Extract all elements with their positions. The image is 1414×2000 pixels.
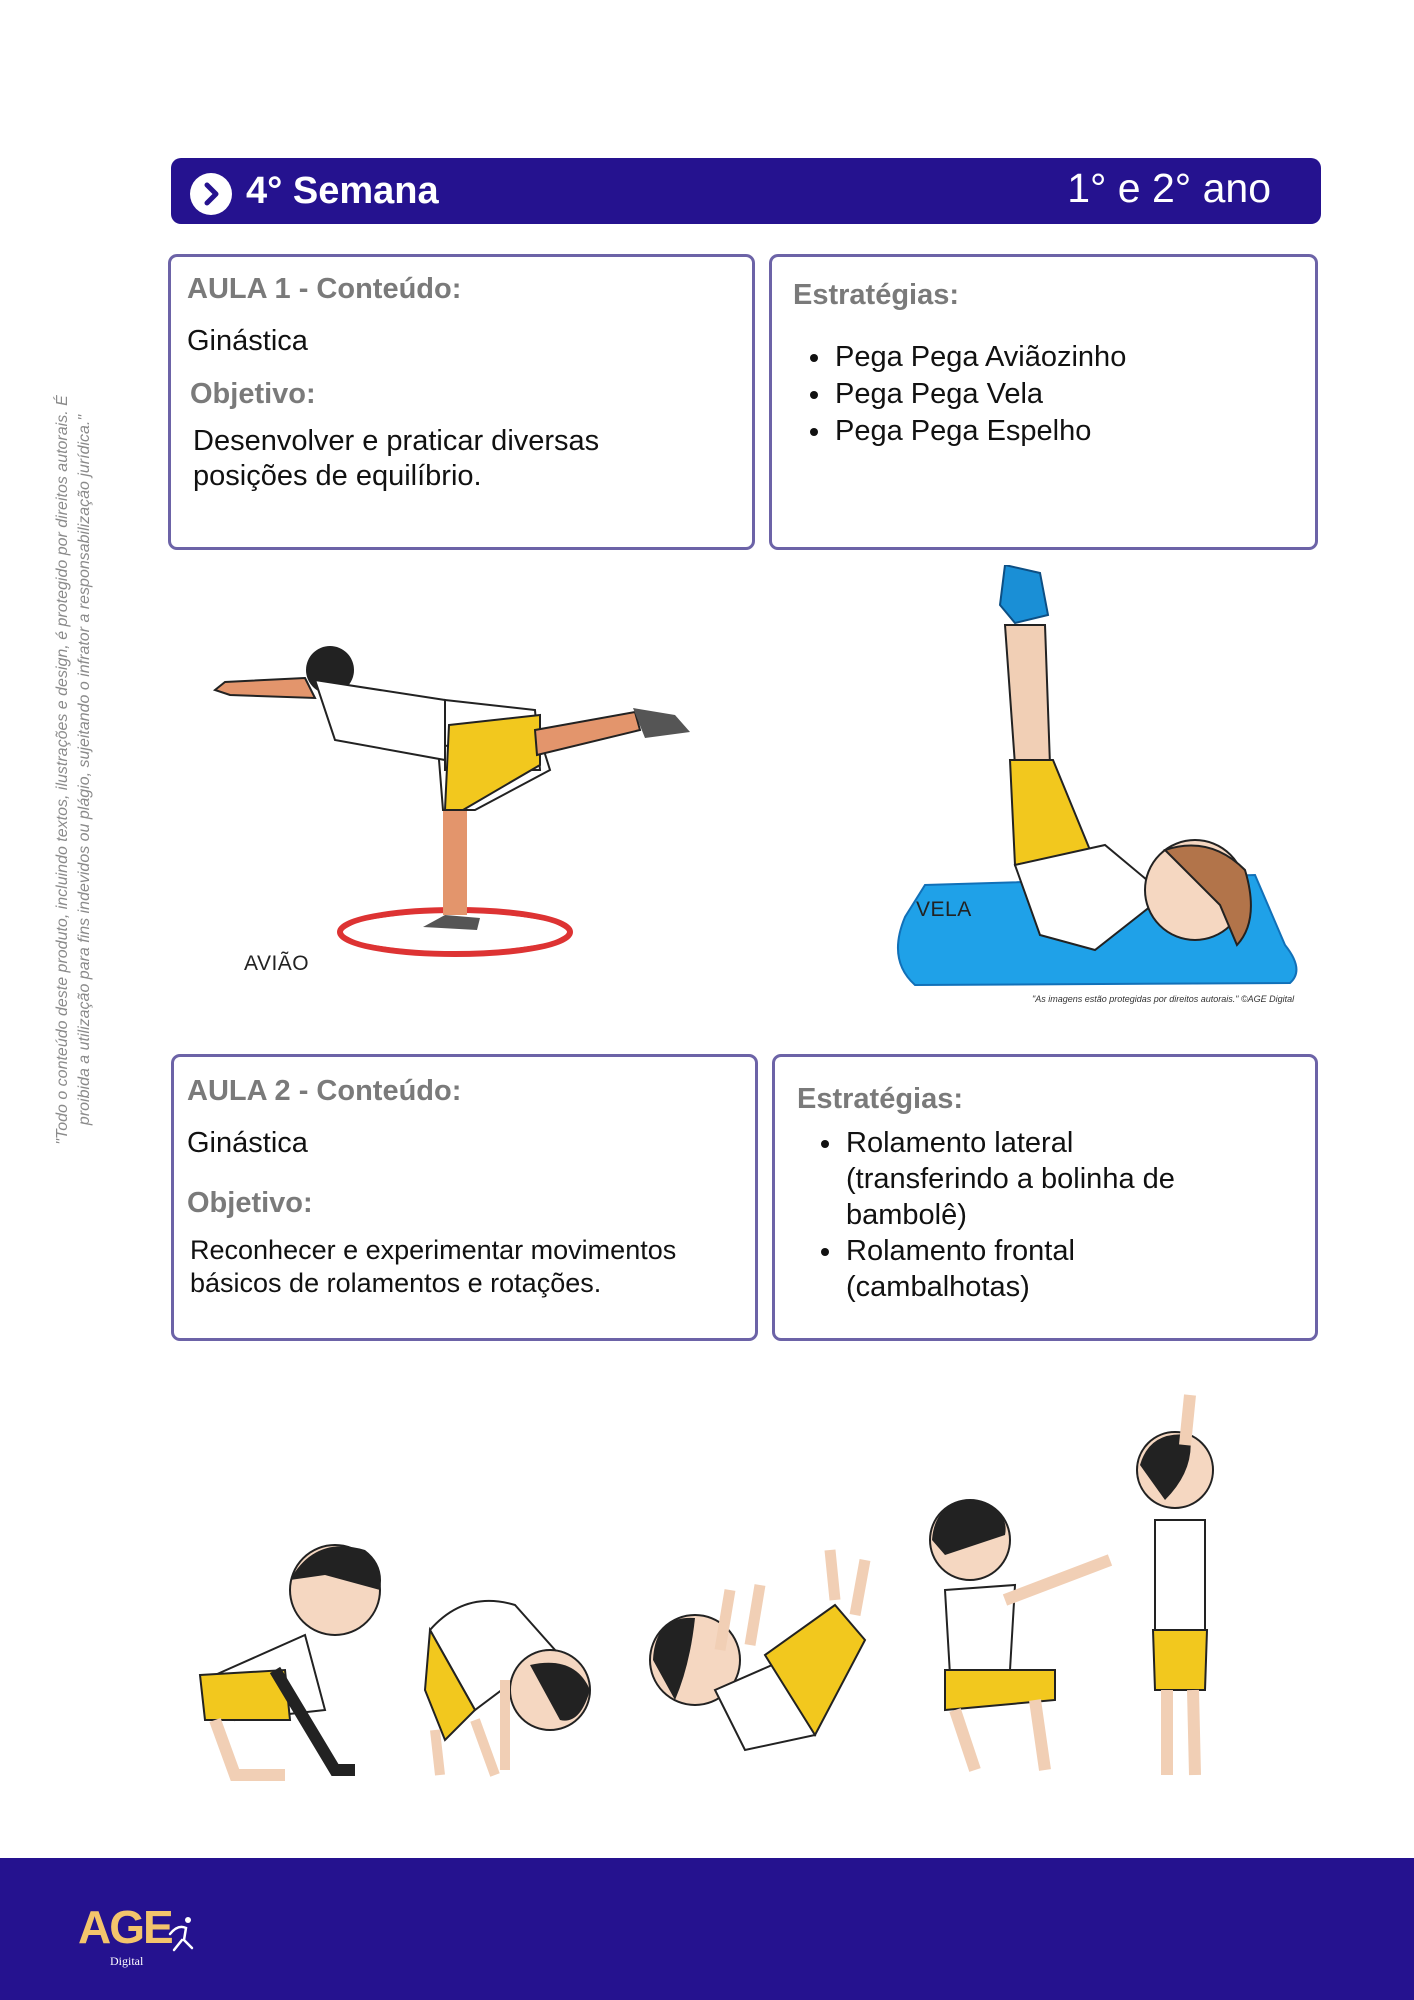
lesson2-objective-line2: básicos de rolamentos e rotações. — [190, 1268, 602, 1298]
strategy-line: (transferindo a bolinha de — [846, 1163, 1175, 1195]
strategy-line: bambolê) — [846, 1199, 967, 1231]
lesson2-content-value: Ginástica — [187, 1127, 308, 1159]
grade-label: 1° e 2° ano — [1067, 165, 1271, 211]
list-item — [844, 1233, 1175, 1305]
copyright-line1: "Todo o conteúdo deste produto, incluindo textos, ilustrações e design, é protegido por direitos autorais. É — [54, 395, 71, 1145]
lesson1-content-value: Ginástica — [187, 325, 308, 357]
lesson2-strategies-list — [806, 1125, 1175, 1305]
chevron-right-icon — [190, 173, 232, 215]
copyright-notice — [52, 270, 96, 1270]
image-credit: "As imagens estão protegidas por direitos autorais." ©AGE Digital — [1032, 994, 1295, 1004]
age-logo-subtitle: Digital — [110, 1954, 144, 1968]
lesson1-content-label: AULA 1 - Conteúdo: — [187, 273, 462, 305]
age-logo: AGE — [78, 1901, 172, 1953]
lesson2-content-label: AULA 2 - Conteúdo: — [187, 1075, 462, 1107]
candle-caption: VELA — [916, 898, 972, 921]
standing-figure — [1137, 1395, 1213, 1775]
lesson2-content-card — [171, 1054, 758, 1341]
lesson1-objective-label: Objetivo: — [190, 378, 316, 410]
lesson1-content-card — [168, 254, 755, 550]
week-title: 4° Semana — [246, 170, 439, 212]
lesson2-strategies-label: Estratégias: — [797, 1083, 964, 1115]
list-item: • Pega Pega Vela — [833, 376, 1126, 413]
rolling-figure — [650, 1550, 865, 1750]
strategy-line: (cambalhotas) — [846, 1271, 1030, 1303]
lesson2-objective-label: Objetivo: — [187, 1187, 313, 1219]
strategy-line: Rolamento frontal — [846, 1235, 1075, 1267]
lesson1-objective-line1: Desenvolver e praticar diversas — [193, 425, 600, 457]
list-item: • Pega Pega Espelho — [833, 413, 1126, 450]
copyright-line2: proibida a utilização para fins indevidos ou plágio, sujeitando o infrator a responsabilização jurídica." — [76, 414, 93, 1126]
crouch-figure — [200, 1545, 381, 1775]
lesson1-strategies-list — [795, 339, 1126, 450]
forward-roll-sequence-illustration — [175, 1390, 1295, 1800]
list-item: • Pega Pega Aviãozinho — [833, 339, 1126, 376]
strategy-line: Rolamento lateral — [846, 1127, 1074, 1159]
runner-icon — [160, 1914, 200, 1954]
list-item — [844, 1125, 1175, 1233]
week-header — [171, 158, 1321, 224]
lesson1-strategies-card — [769, 254, 1318, 550]
airplane-caption: AVIÃO — [244, 952, 310, 975]
lesson2-strategies-card — [772, 1054, 1318, 1341]
candle-pose-illustration — [865, 565, 1315, 995]
squat-figure — [930, 1500, 1110, 1770]
footer-bar — [0, 1858, 1414, 2000]
lesson2-objective-line1: Reconhecer e experimentar movimentos — [190, 1235, 677, 1265]
airplane-pose-illustration — [205, 630, 715, 975]
lesson1-objective-line2: posições de equilíbrio. — [193, 460, 482, 492]
bend-figure — [425, 1601, 590, 1775]
lesson1-strategies-label: Estratégias: — [793, 279, 960, 311]
